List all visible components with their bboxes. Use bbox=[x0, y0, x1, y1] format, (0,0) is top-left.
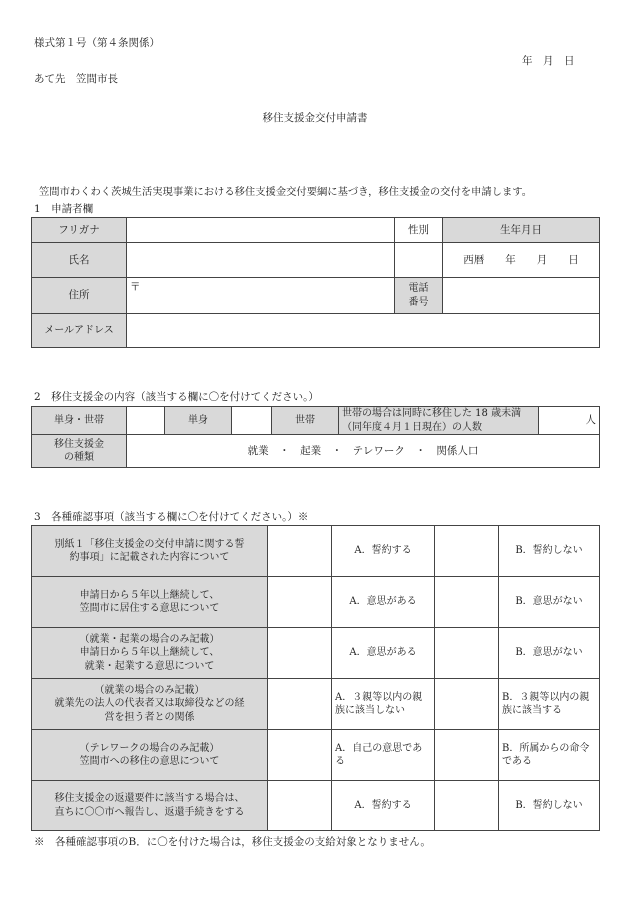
confirmation-item: （就業・起業の場合のみ記載） 申請日から５年以上継続して、 就業・起業する意思について bbox=[32, 628, 268, 679]
option-a-label: A．意思がある bbox=[332, 577, 435, 628]
option-b-label: B．３親等以内の親族に該当する bbox=[499, 679, 600, 730]
birthdate-label: 生年月日 bbox=[443, 218, 600, 243]
date-field[interactable]: 年 月 日 bbox=[522, 55, 575, 67]
option-a-check-cell[interactable] bbox=[268, 781, 332, 831]
confirmation-row bbox=[32, 781, 600, 831]
support-type-options[interactable]: 就業 ・ 起業 ・ テレワーク ・ 関係人口 bbox=[127, 435, 600, 468]
confirmation-row bbox=[32, 730, 600, 781]
confirmation-item: 別紙１「移住支援金の交付申請に関する誓 約事項」に記載された内容について bbox=[32, 526, 268, 577]
household-label: 世帯 bbox=[272, 407, 339, 435]
confirmation-table bbox=[31, 525, 600, 831]
option-a-check-cell[interactable] bbox=[268, 526, 332, 577]
postal-mark: 〒 bbox=[130, 281, 141, 293]
option-b-label: B．誓約しない bbox=[499, 781, 600, 831]
name-input[interactable] bbox=[127, 243, 395, 278]
support-type-label: 移住支援金 の種類 bbox=[32, 435, 127, 468]
option-b-check-cell[interactable] bbox=[435, 577, 499, 628]
address-label: 住所 bbox=[32, 278, 127, 314]
option-b-check-cell[interactable] bbox=[435, 781, 499, 831]
option-a-label: A．誓約する bbox=[332, 781, 435, 831]
option-a-label: A．意思がある bbox=[332, 628, 435, 679]
option-b-label: B．誓約しない bbox=[499, 526, 600, 577]
furigana-label: フリガナ bbox=[32, 218, 127, 243]
option-b-label: B．意思がない bbox=[499, 577, 600, 628]
name-label: 氏名 bbox=[32, 243, 127, 278]
gender-input[interactable] bbox=[395, 243, 443, 278]
page-title: 移住支援金交付申請書 bbox=[262, 112, 368, 124]
option-b-label: B．所属からの命令である bbox=[499, 730, 600, 781]
applicant-table bbox=[31, 217, 600, 348]
form-number: 様式第１号（第４条関係） bbox=[34, 37, 160, 49]
single-label: 単身 bbox=[165, 407, 232, 435]
single-household-label: 単身・世帯 bbox=[32, 407, 127, 435]
option-a-label: A．３親等以内の親族に該当しない bbox=[332, 679, 435, 730]
confirmation-row bbox=[32, 577, 600, 628]
option-a-check-cell[interactable] bbox=[268, 730, 332, 781]
option-a-label: A．自己の意思である bbox=[332, 730, 435, 781]
persons-count-input[interactable] bbox=[539, 407, 600, 435]
email-input[interactable] bbox=[127, 314, 600, 348]
confirmation-row bbox=[32, 526, 600, 577]
option-b-check-cell[interactable] bbox=[435, 526, 499, 577]
phone-label: 電話 番号 bbox=[395, 278, 443, 314]
option-b-check-cell[interactable] bbox=[435, 679, 499, 730]
confirmation-item: 移住支援金の返還要件に該当する場合は、 直ちに〇〇市へ報告し、返還手続きをする bbox=[32, 781, 268, 831]
footnote: ※ 各種確認事項のB．に〇を付けた場合は，移住支援金の支給対象となりません。 bbox=[34, 836, 431, 848]
gender-label: 性別 bbox=[395, 218, 443, 243]
address-input[interactable] bbox=[127, 278, 395, 314]
email-label: メールアドレス bbox=[32, 314, 127, 348]
option-b-check-cell[interactable] bbox=[435, 730, 499, 781]
option-b-label: B．意思がない bbox=[499, 628, 600, 679]
section1-heading: 1 申請者欄 bbox=[34, 203, 94, 215]
option-a-check-cell[interactable] bbox=[268, 577, 332, 628]
persons-unit: 人 bbox=[585, 414, 596, 427]
option-b-check-cell[interactable] bbox=[435, 628, 499, 679]
section2-heading: 2 移住支援金の内容（該当する欄に〇を付けてください。） bbox=[34, 391, 319, 403]
addressee: あて先 笠間市長 bbox=[34, 73, 118, 85]
single-check-cell[interactable] bbox=[127, 407, 165, 435]
confirmation-row bbox=[32, 628, 600, 679]
support-content-table bbox=[31, 406, 600, 468]
confirmation-item: （テレワークの場合のみ記載） 笠間市への移住の意思について bbox=[32, 730, 268, 781]
phone-input[interactable] bbox=[443, 278, 600, 314]
option-a-label: A．誓約する bbox=[332, 526, 435, 577]
birthdate-input[interactable]: 西暦 年 月 日 bbox=[443, 243, 600, 278]
section3-heading: 3 各種確認事項（該当する欄に〇を付けてください。）※ bbox=[34, 511, 309, 523]
confirmation-item: （就業の場合のみ記載） 就業先の法人の代表者又は取締役などの経 営を担う者との関係 bbox=[32, 679, 268, 730]
furigana-input[interactable] bbox=[127, 218, 395, 243]
intro-text: 笠間市わくわく茨城生活実現事業における移住支援金交付要綱に基づき，移住支援金の交付を申請します。 bbox=[39, 186, 533, 198]
household-note: 世帯の場合は同時に移住した 18 歳未満（同年度４月１日現在）の人数 bbox=[339, 407, 539, 435]
confirmation-row bbox=[32, 679, 600, 730]
household-check-cell[interactable] bbox=[232, 407, 272, 435]
option-a-check-cell[interactable] bbox=[268, 628, 332, 679]
confirmation-item: 申請日から５年以上継続して、 笠間市に居住する意思について bbox=[32, 577, 268, 628]
option-a-check-cell[interactable] bbox=[268, 679, 332, 730]
